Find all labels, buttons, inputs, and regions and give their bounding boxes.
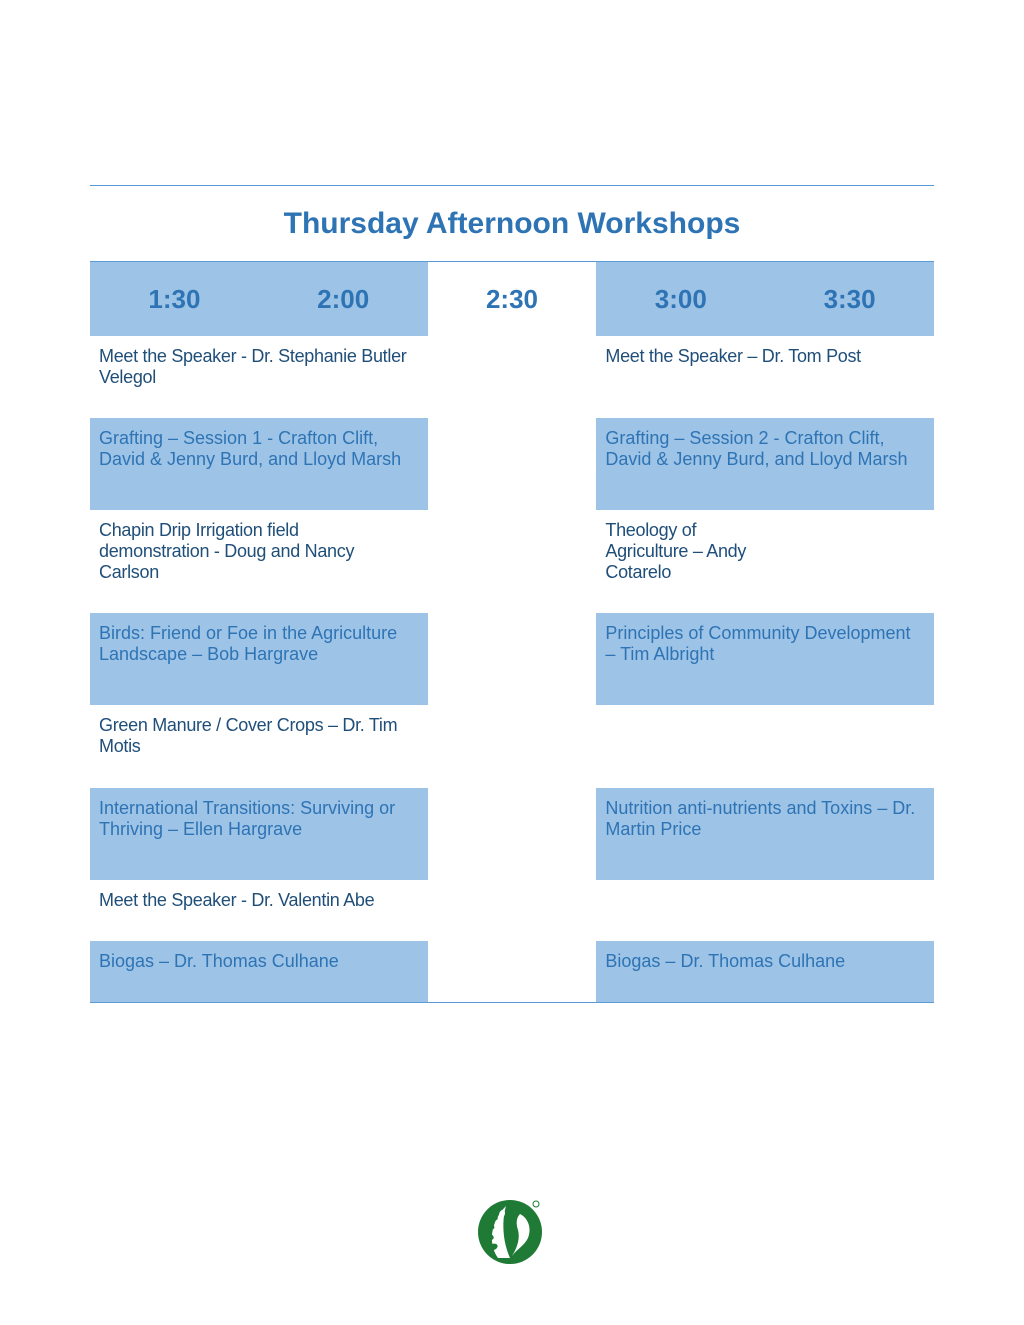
workshop-cell-right [596,880,934,941]
workshop-title: Nutrition anti-nutrients and Toxins – Dr. Martin Price [605,798,916,839]
time-header-1-30: 1:30 [90,262,259,337]
workshop-cell-left [90,613,428,705]
workshop-title: Grafting – Session 1 - Crafton Clift, David & Jenny Burd, and Lloyd Marsh [99,428,402,469]
workshop-cell-right [596,705,934,788]
workshop-title: Meet the Speaker - Dr. Stephanie Butler Velegol [99,346,407,387]
table-row [90,418,934,510]
workshop-cell-right [596,788,934,880]
time-header-2-00: 2:00 [259,262,428,337]
table-row [90,880,934,941]
workshop-cell-left [90,788,428,880]
table-row [90,705,934,788]
time-header-3-30: 3:30 [765,262,934,337]
workshop-cell-left [90,510,428,613]
workshop-cell-left [90,418,428,510]
workshop-title: Grafting – Session 2 - Crafton Clift, David & Jenny Burd, and Lloyd Marsh [605,428,908,469]
workshop-cell-right [596,418,934,510]
workshop-title: International Transitions: Surviving or Thriving – Ellen Hargrave [99,798,396,839]
top-divider [90,185,934,186]
workshop-cell-left [90,336,428,418]
workshop-title: Meet the Speaker - Dr. Valentin Abe [99,890,375,910]
table-row [90,510,934,613]
workshop-cell-right [596,510,934,613]
table-row [90,613,934,705]
workshop-cell-left [90,705,428,788]
workshop-title: Biogas – Dr. Thomas Culhane [605,951,846,971]
page-title: Thursday Afternoon Workshops [283,207,741,240]
time-header-3-00: 3:00 [596,262,765,337]
workshop-title: Theology of Agriculture – Andy Cotarelo [605,520,747,582]
empty-cell [428,510,597,613]
table-row [90,941,934,1002]
workshop-title: Green Manure / Cover Crops – Dr. Tim Motis [99,715,398,756]
table-row [90,788,934,880]
time-header-row [90,262,934,337]
empty-cell [428,336,597,418]
plant-leaf-logo-icon [476,1196,546,1266]
workshop-cell-left [90,880,428,941]
empty-cell [428,705,597,788]
workshop-schedule-table [90,261,934,1003]
empty-cell [428,880,597,941]
workshop-cell-left [90,941,428,1002]
workshop-cell-right [596,336,934,418]
workshop-title: Birds: Friend or Foe in the Agriculture Landscape – Bob Hargrave [99,623,398,664]
empty-cell [428,788,597,880]
time-header-2-30: 2:30 [428,262,597,337]
table-row [90,336,934,418]
workshop-title: Meet the Speaker – Dr. Tom Post [605,346,861,366]
workshop-cell-right [596,613,934,705]
workshop-title: Chapin Drip Irrigation field demonstration - Doug and Nancy Carlson [99,520,355,582]
empty-cell [428,941,597,1002]
workshop-cell-right [596,941,934,1002]
empty-cell [428,613,597,705]
empty-cell [428,418,597,510]
workshop-title: Biogas – Dr. Thomas Culhane [99,951,339,971]
workshop-title: Principles of Community Development – Tim Albright [605,623,911,664]
